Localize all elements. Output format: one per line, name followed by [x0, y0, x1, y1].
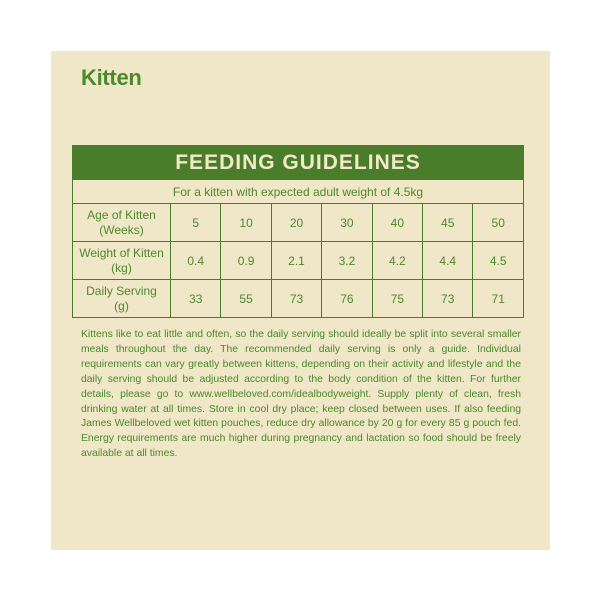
table-cell: 4.2 — [372, 242, 422, 280]
feeding-guidelines-table — [72, 145, 524, 318]
row-label-line2: (Weeks) — [99, 222, 144, 237]
table-cell: 0.4 — [171, 242, 221, 280]
table-cell: 76 — [322, 280, 372, 318]
feeding-instructions-text: Kittens like to eat little and often, so the daily serving should ideally be split into several smaller meals throughout the day. The recommended daily serving is only a guide. Individual requirements can vary greatly between kittens, depending on their activity and lifestyle and the daily serving should be adjusted according to the body condition of the kitten. For further details, please go to www.wellbeloved.com/idealbodyweight. Supply plenty of clean, fresh drinking water at all times. Store in cool dry place; keep closed between uses. If also feeding James Wellbeloved wet kitten pouches, reduce dry allowance by 20 g for every 85 g pouch fed. Energy requirements are much higher during pregnancy and lactation so food should be freely available at all times. — [81, 329, 521, 460]
table-cell: 4.4 — [423, 242, 473, 280]
table-cell: 5 — [171, 204, 221, 242]
table-cell: 73 — [271, 280, 321, 318]
row-label-weight — [73, 242, 171, 280]
table-cell: 55 — [221, 280, 271, 318]
table-cell: 3.2 — [322, 242, 372, 280]
table-cell: 50 — [473, 204, 524, 242]
table-subtitle: For a kitten with expected adult weight of 4.5kg — [73, 180, 524, 204]
row-label-serving — [73, 280, 171, 318]
page-title: Kitten — [81, 65, 142, 90]
feeding-guidelines-table-wrap — [72, 145, 524, 318]
row-label-line2: (kg) — [111, 260, 132, 275]
row-label-line2: (g) — [114, 298, 129, 313]
row-label-line1: Weight of Kitten — [79, 245, 164, 260]
table-cell: 40 — [372, 204, 422, 242]
table-row-age — [73, 204, 524, 242]
table-row-serving — [73, 280, 524, 318]
table-cell: 75 — [372, 280, 422, 318]
table-title-row — [73, 146, 524, 180]
table-cell: 2.1 — [271, 242, 321, 280]
row-label-line1: Daily Serving — [86, 283, 157, 298]
table-cell: 4.5 — [473, 242, 524, 280]
row-label-age — [73, 204, 171, 242]
table-cell: 73 — [423, 280, 473, 318]
table-cell: 71 — [473, 280, 524, 318]
table-cell: 30 — [322, 204, 372, 242]
table-cell: 10 — [221, 204, 271, 242]
table-cell: 45 — [423, 204, 473, 242]
table-subtitle-row — [73, 180, 524, 204]
row-label-line1: Age of Kitten — [87, 207, 156, 222]
table-cell: 20 — [271, 204, 321, 242]
table-title: FEEDING GUIDELINES — [73, 146, 524, 180]
table-cell: 0.9 — [221, 242, 271, 280]
packaging-panel — [51, 51, 550, 550]
table-cell: 33 — [171, 280, 221, 318]
table-row-weight — [73, 242, 524, 280]
